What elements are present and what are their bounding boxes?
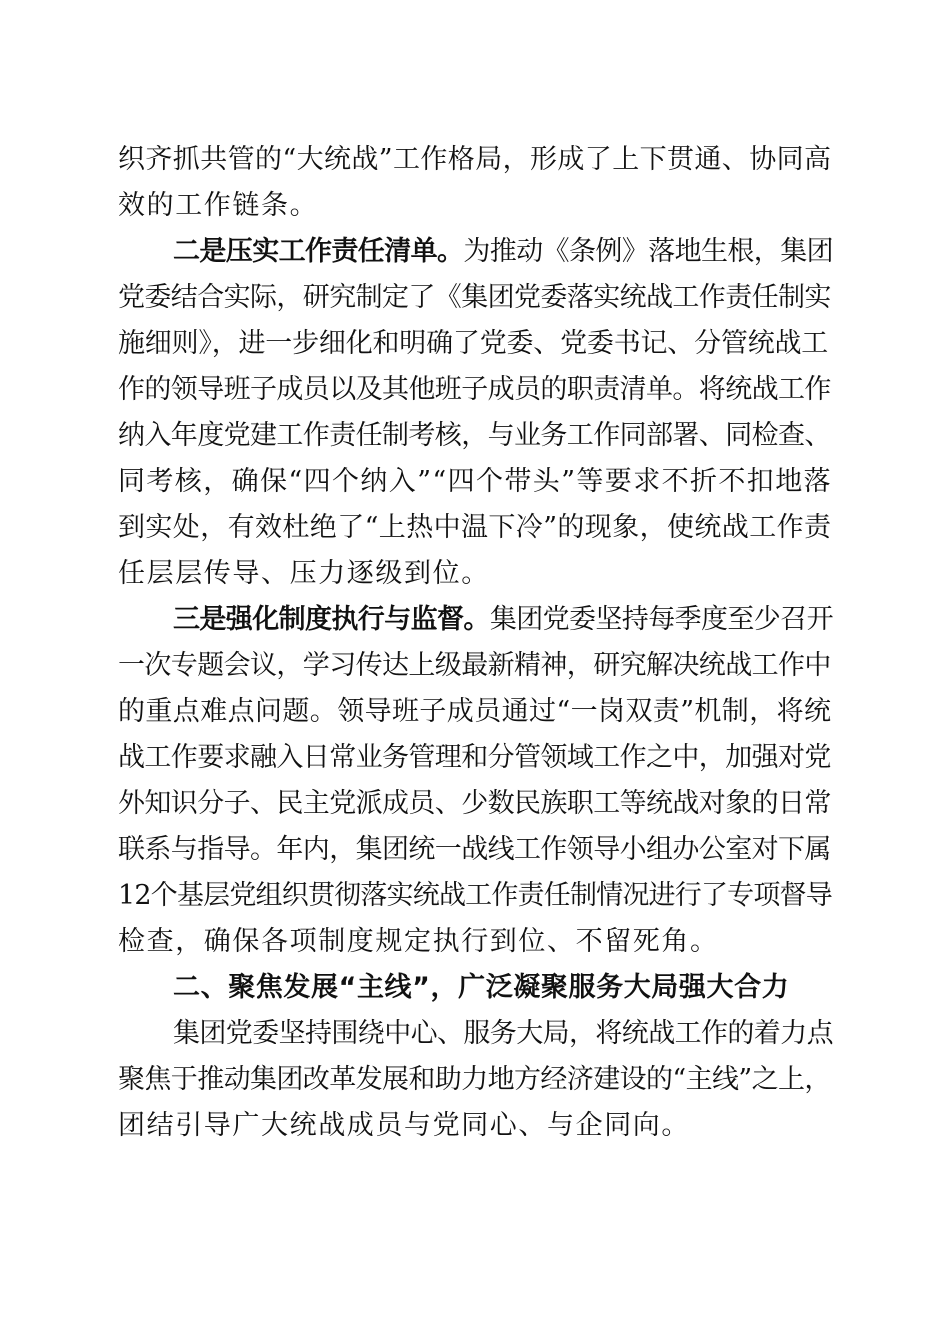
- p3-line-4: 战工作要求融入日常业务管理和分管领域工作之中，加强对党: [118, 742, 831, 773]
- p3-line-1-text: 集团党委坚持每季度至少召开: [489, 604, 834, 635]
- section-heading-2: 二、聚焦发展“主线”，广泛凝聚服务大局强大合力: [173, 972, 790, 1003]
- p4-line-2: 聚焦于推动集团改革发展和助力地方经济建设的“主线”之上，: [118, 1064, 831, 1095]
- p3-line-1: [173, 597, 833, 643]
- p2-line-1: [173, 229, 833, 275]
- p4-line-3: 团结引导广大统战成员与党同心、与企同向。: [118, 1110, 690, 1141]
- p2-line-4: 作的领导班子成员以及其他班子成员的职责清单。将统战工作: [118, 374, 831, 405]
- p2-line-1-text: 为推动《条例》落地生根，集团: [463, 236, 834, 267]
- p3-lead: 三是强化制度执行与监督。: [173, 604, 490, 635]
- p3-line-7: 12个基层党组织贯彻落实统战工作责任制情况进行了专项督导: [118, 880, 832, 911]
- p2-line-8: 任层层传导、压力逐级到位。: [118, 558, 490, 589]
- p2-lead: 二是压实工作责任清单。: [173, 236, 464, 267]
- p1-line-1: 织齐抓共管的“大统战”工作格局，形成了上下贯通、协同高: [118, 144, 832, 175]
- p2-line-7: 到实处，有效杜绝了“上热中温下冷”的现象，使统战工作责: [118, 512, 832, 543]
- p3-line-5: 外知识分子、民主党派成员、少数民族职工等统战对象的日常: [118, 788, 831, 819]
- p1-line-2: 效的工作链条。: [118, 190, 319, 221]
- p2-line-2: 党委结合实际，研究制定了《集团党委落实统战工作责任制实: [118, 282, 831, 313]
- p3-line-8: 检查，确保各项制度规定执行到位、不留死角。: [118, 926, 719, 957]
- p3-line-3: 的重点难点问题。领导班子成员通过“一岗双责”机制，将统: [118, 696, 832, 727]
- p3-line-6: 联系与指导。年内，集团统一战线工作领导小组办公室对下属: [118, 834, 831, 865]
- p2-line-3: 施细则》，进一步细化和明确了党委、党委书记、分管统战工: [118, 328, 829, 359]
- p2-line-6: 同考核，确保“四个纳入”“四个带头”等要求不折不扣地落: [118, 466, 833, 497]
- p3-line-2: 一次专题会议，学习传达上级最新精神，研究解决统战工作中: [118, 650, 831, 681]
- p2-line-5: 纳入年度党建工作责任制考核，与业务工作同部署、同检查、: [118, 420, 831, 451]
- p4-line-1: 集团党委坚持围绕中心、服务大局，将统战工作的着力点: [173, 1018, 833, 1049]
